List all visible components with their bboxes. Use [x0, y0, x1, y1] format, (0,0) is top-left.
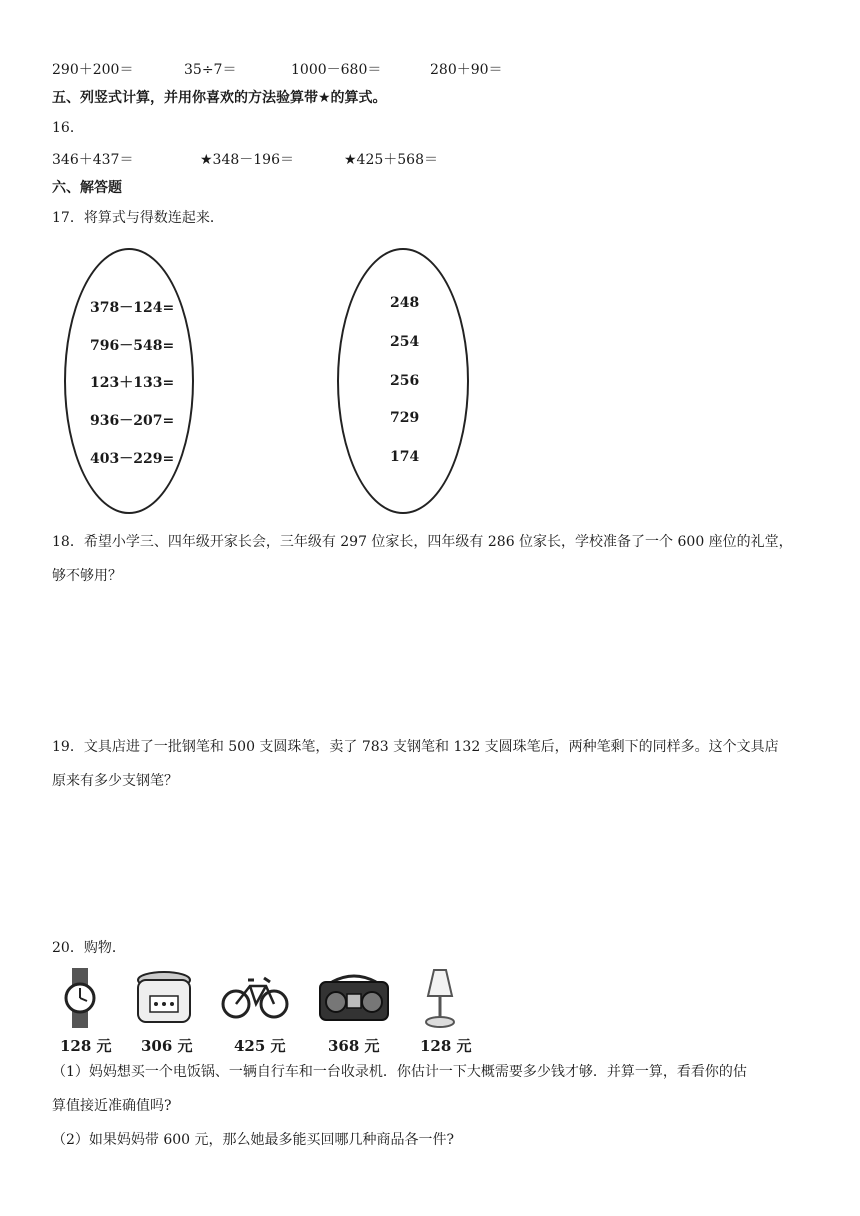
answer-item: 174 [390, 449, 420, 465]
calc-item: 280＋90＝ [430, 62, 503, 78]
answer-item: 256 [390, 373, 420, 389]
calc-item: ★425＋568＝ [344, 152, 438, 168]
price-label: 368 元 [328, 1037, 380, 1055]
calc-item: 1000－680＝ [291, 62, 382, 78]
question-19-line-1: 19．文具店进了一批钢笔和 500 支圆珠笔，卖了 783 支钢笔和 132 支圆珠笔后，两种笔剩下的同样多。这个文具店 [52, 739, 779, 755]
question-16-number: 16． [52, 120, 84, 136]
lamp-icon [418, 966, 462, 1034]
question-19-line-2: 原来有多少支钢笔？ [52, 773, 178, 789]
answer-item: 248 [390, 295, 420, 311]
question-18-line-1: 18．希望小学三、四年级开家长会，三年级有 297 位家长，四年级有 286 位家长，学校准备了一个 600 座位的礼堂， [52, 534, 793, 550]
calc-item: 290＋200＝ [52, 62, 134, 78]
watch-icon [60, 966, 100, 1034]
radio-icon [316, 966, 392, 1034]
section-five-heading: 五、列竖式计算，并用你喜欢的方法验算带★的算式。 [52, 90, 387, 106]
expression-item: 123＋133= [90, 375, 175, 391]
question-18-line-2: 够不够用？ [52, 568, 122, 584]
question-20-sub-1-line-2: 算值接近准确值吗? [52, 1098, 172, 1114]
question-20-text: 20．购物． [52, 940, 126, 956]
calc-item: ★348－196＝ [200, 152, 294, 168]
price-label: 128 元 [60, 1037, 112, 1055]
calc-item: 35÷7＝ [184, 62, 237, 78]
bicycle-icon [220, 966, 290, 1034]
expression-item: 936－207= [90, 413, 175, 429]
answer-item: 729 [390, 410, 420, 426]
expression-item: 796－548= [90, 338, 175, 354]
section-six-heading: 六、解答题 [52, 180, 122, 196]
calc-item: 346＋437＝ [52, 152, 134, 168]
question-17-text: 17．将算式与得数连起来． [52, 210, 224, 226]
expression-item: 403－229= [90, 451, 175, 467]
price-label: 425 元 [234, 1037, 286, 1055]
question-20-sub-2: （2）如果妈妈带 600 元，那么她最多能买回哪几种商品各一件? [52, 1132, 455, 1148]
price-label: 306 元 [141, 1037, 193, 1055]
rice-cooker-icon [134, 966, 194, 1034]
price-label: 128 元 [420, 1037, 472, 1055]
answer-item: 254 [390, 334, 420, 350]
expression-item: 378－124= [90, 300, 175, 316]
question-20-sub-1-line-1: （1）妈妈想买一个电饭锅、一辆自行车和一台收录机．你估计一下大概需要多少钱才够．并算一算，看看你的估 [52, 1064, 747, 1080]
